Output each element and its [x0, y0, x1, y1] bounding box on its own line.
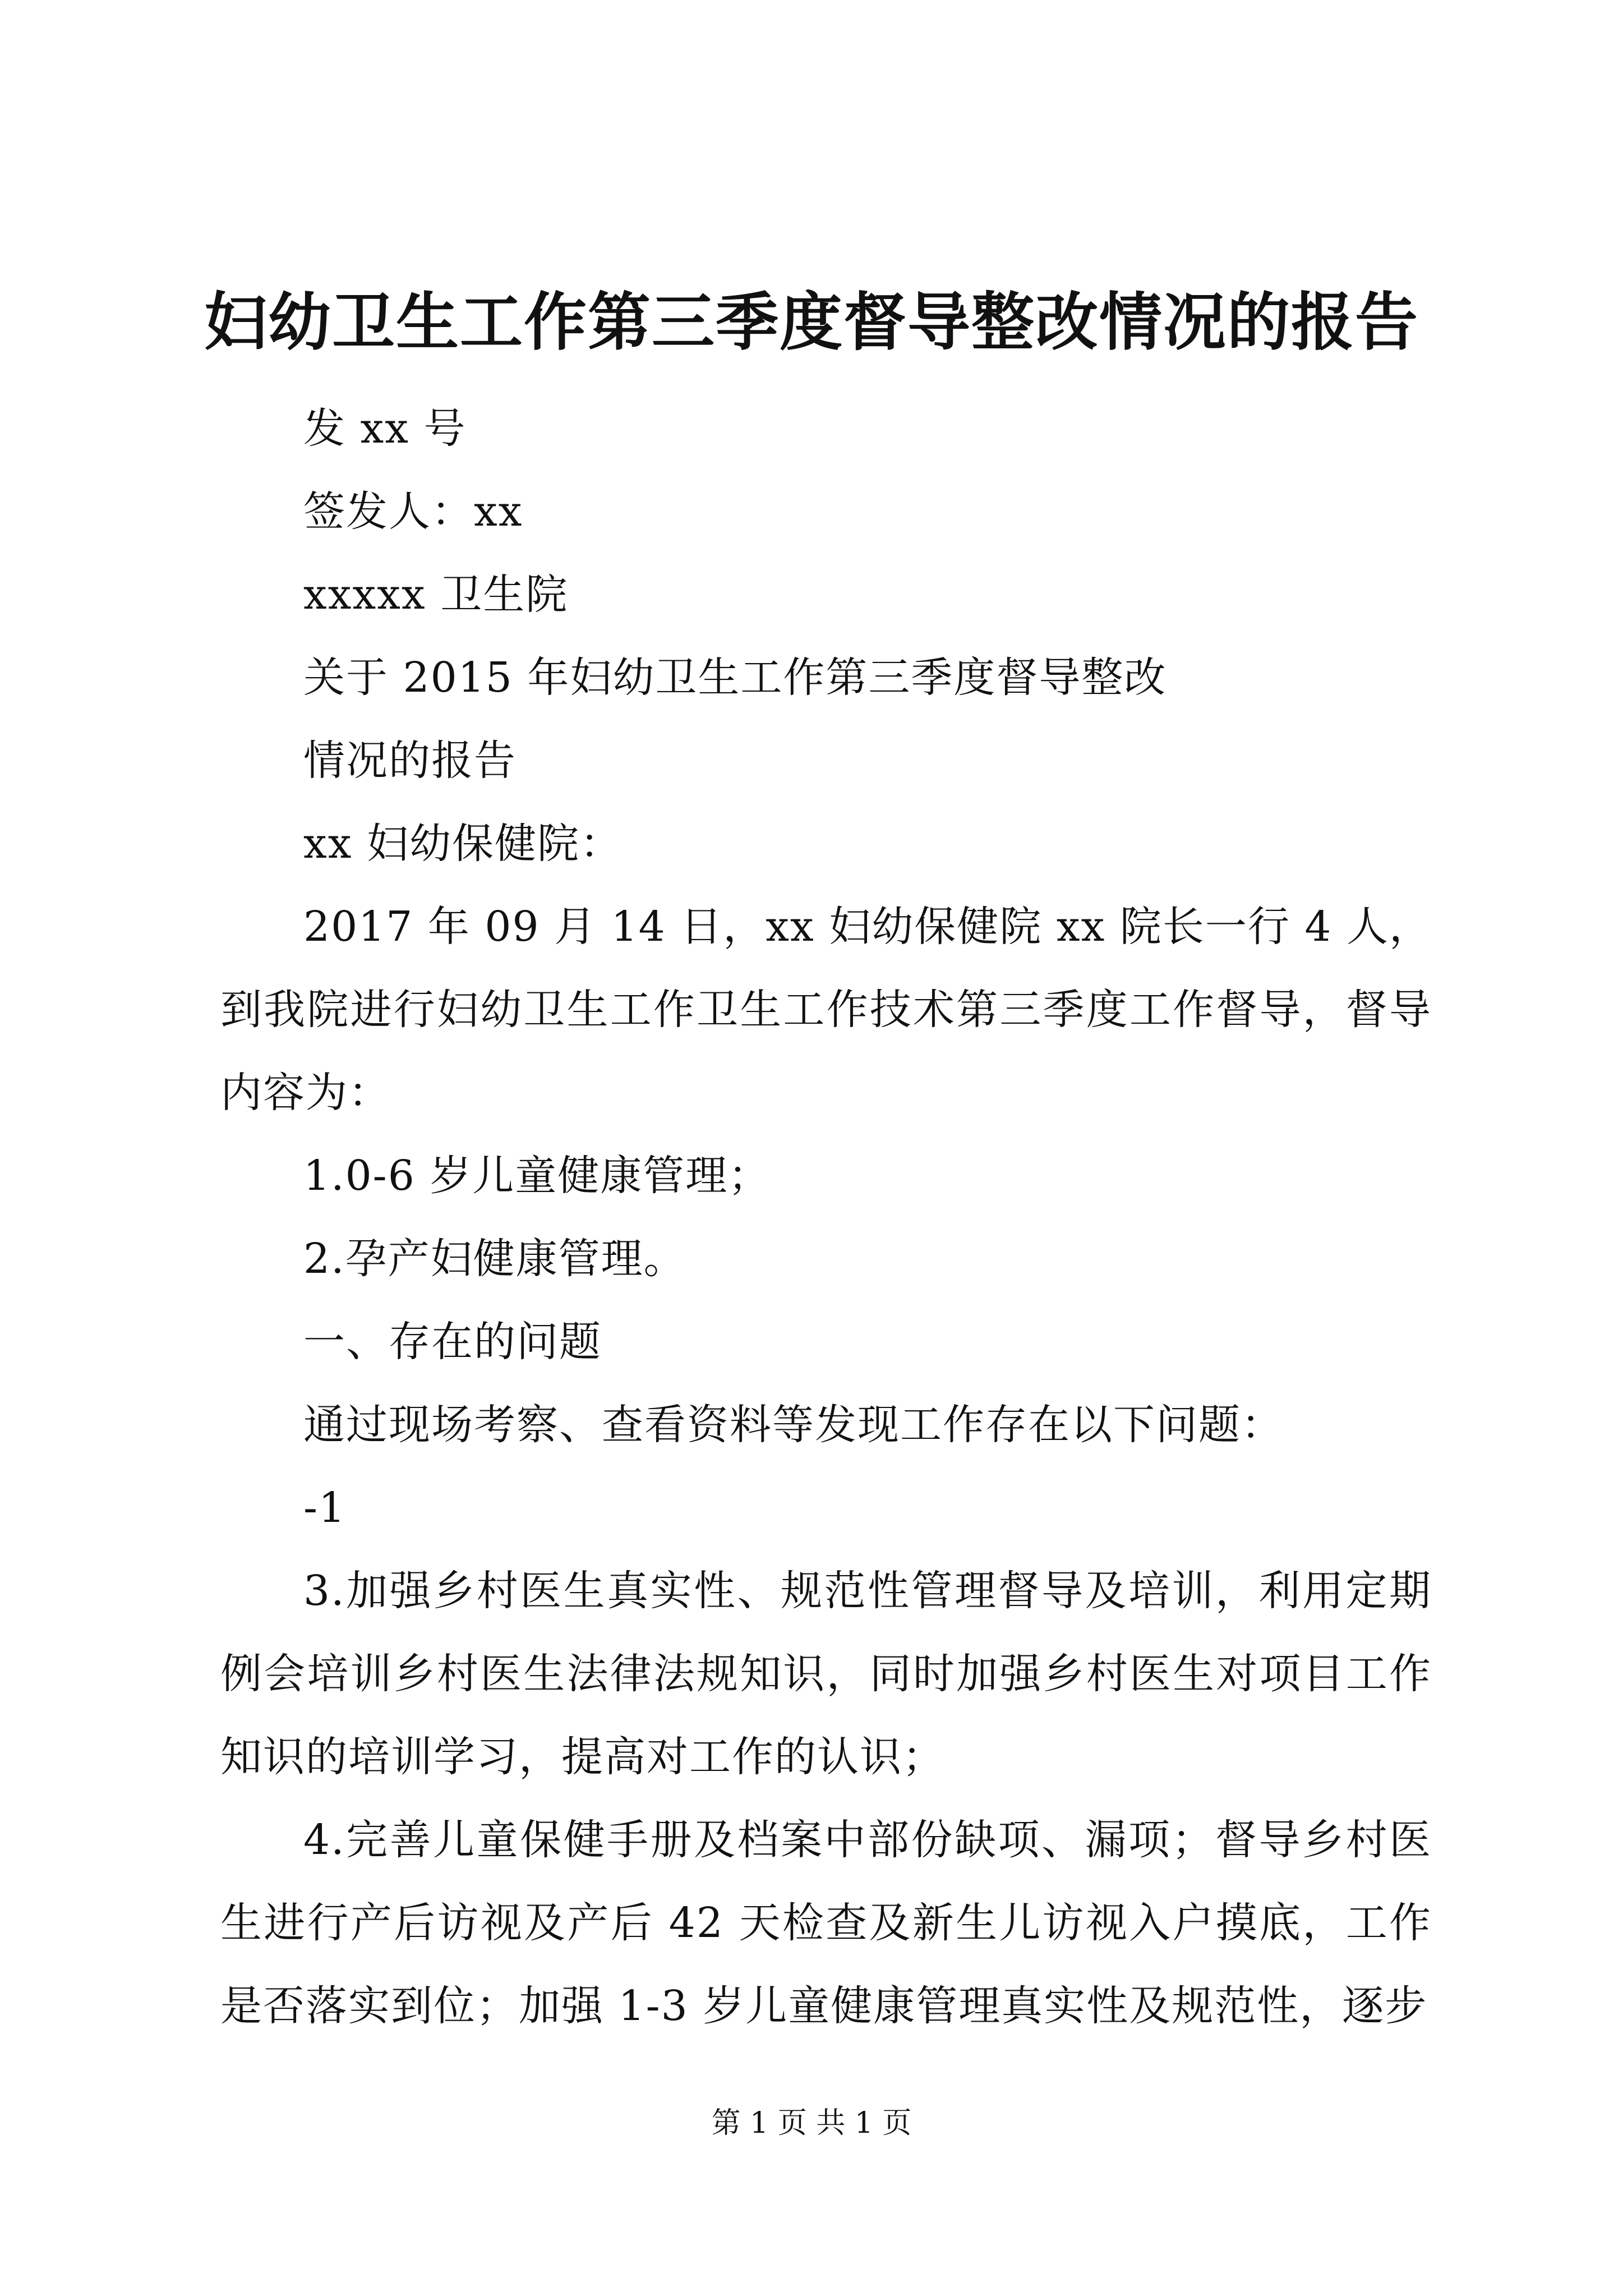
page-footer: 第 1 页 共 1 页: [711, 2106, 912, 2140]
list-item: 1.0-6 岁儿童健康管理；: [303, 1152, 771, 1200]
doc-number: 发 xx 号: [303, 404, 467, 453]
sender-organization: xxxxx 卫生院: [303, 570, 569, 619]
document-body: [220, 387, 1432, 2047]
list-item: 4.完善儿童保健手册及档案中部份缺项、漏项；督导乡村医生进行产后访视及产后 42 天检查及新生儿访视入户摸底，工作是否落实到位；加强 1-3 岁儿童健康管理真实性及规范性，逐步: [220, 1816, 1432, 2030]
report-subject-line-2: 情况的报告: [303, 737, 517, 785]
list-item: 3.加强乡村医生真实性、规范性管理督导及培训，利用定期例会培训乡村医生法律法规知识，同时加强乡村医生对项目工作知识的培训学习，提高对工作的认识；: [220, 1567, 1432, 1781]
report-subject-line-1: 关于 2015 年妇幼卫生工作第三季度督导整改: [303, 654, 1167, 702]
issuer: 签发人：xx: [303, 487, 523, 536]
body-paragraph: -1: [303, 1484, 347, 1532]
section-heading: 一、存在的问题: [303, 1318, 602, 1366]
body-paragraph: 通过现场考察、查看资料等发现工作存在以下问题：: [303, 1401, 1284, 1449]
list-item: 2.孕产妇健康管理。: [303, 1235, 686, 1283]
recipient: xx 妇幼保健院：: [303, 820, 623, 868]
body-paragraph: 2017 年 09 月 14 日，xx 妇幼保健院 xx 院长一行 4 人，到我院进行妇幼卫生工作卫生工作技术第三季度工作督导，督导内容为：: [220, 903, 1432, 1117]
document-title: 妇幼卫生工作第三季度督导整改情况的报告: [204, 286, 1419, 359]
